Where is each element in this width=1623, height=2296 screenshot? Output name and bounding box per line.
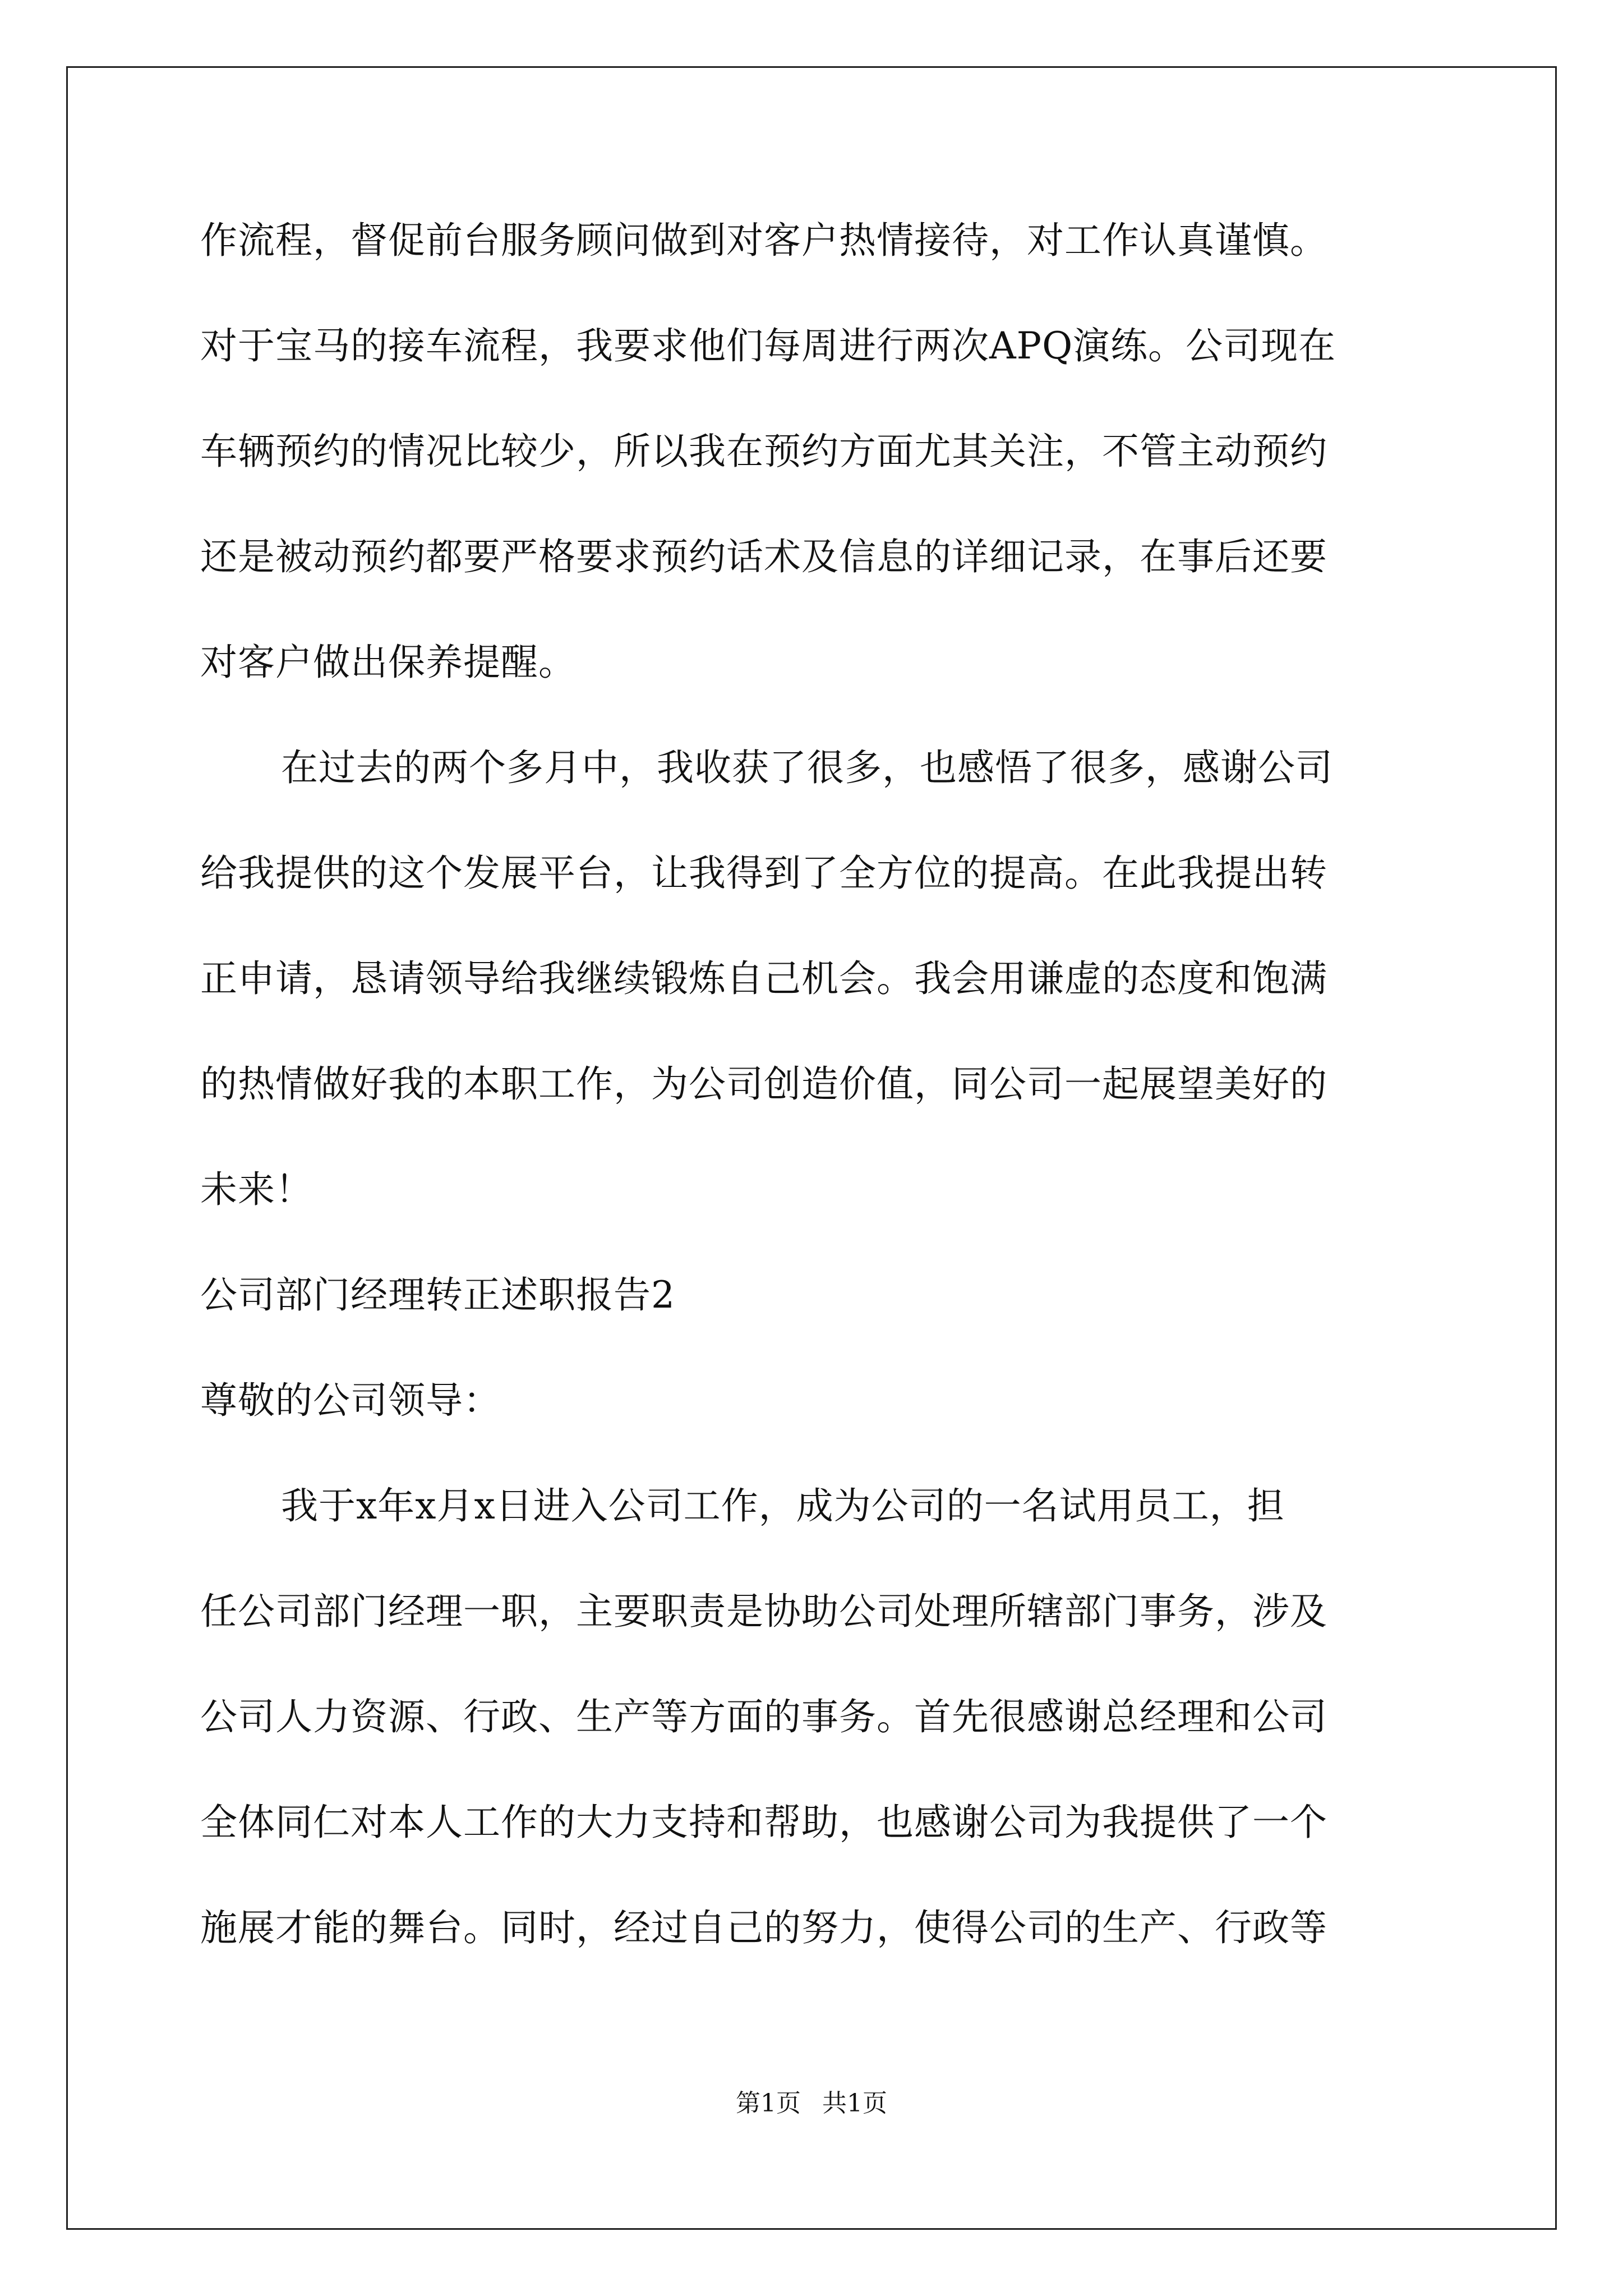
page-total: 共1页 <box>822 2089 887 2118</box>
text-line: 公司人力资源、行政、生产等方面的事务。首先很感谢总经理和公司 <box>200 1695 1327 1738</box>
salutation: 尊敬的公司领导： <box>200 1379 501 1422</box>
text-line: 车辆预约的情况比较少，所以我在预约方面尤其关注，不管主动预约 <box>200 430 1327 473</box>
paragraph-start-line: 在过去的两个多月中，我收获了很多，也感悟了很多，感谢公司 <box>281 746 1333 789</box>
page-number: 第1页 <box>736 2089 801 2118</box>
paragraph-start-line: 我于x年x月x日进入公司工作，成为公司的一名试用员工，担 <box>281 1484 1285 1527</box>
text-line: 正申请，恳请领导给我继续锻炼自己机会。我会用谦虚的态度和饱满 <box>200 957 1327 1000</box>
text-line: 施展才能的舞台。同时，经过自己的努力，使得公司的生产、行政等 <box>200 1906 1327 1949</box>
text-line: 未来！ <box>200 1168 313 1211</box>
text-line: 对于宝马的接车流程，我要求他们每周进行两次APQ演练。公司现在 <box>200 324 1336 367</box>
text-line: 给我提供的这个发展平台，让我得到了全方位的提高。在此我提出转 <box>200 852 1327 895</box>
document-body <box>200 188 1434 1981</box>
text-line: 的热情做好我的本职工作，为公司创造价值，同公司一起展望美好的 <box>200 1062 1327 1106</box>
report-title: 公司部门经理转正述职报告2 <box>200 1273 675 1317</box>
text-line: 对客户做出保养提醒。 <box>200 641 576 684</box>
page-footer <box>0 2087 1623 2120</box>
text-line: 作流程，督促前台服务顾问做到对客户热情接待，对工作认真谨慎。 <box>200 219 1327 262</box>
text-line: 还是被动预约都要严格要求预约话术及信息的详细记录，在事后还要 <box>200 535 1327 578</box>
text-line: 全体同仁对本人工作的大力支持和帮助，也感谢公司为我提供了一个 <box>200 1801 1327 1844</box>
text-line: 任公司部门经理一职，主要职责是协助公司处理所辖部门事务，涉及 <box>200 1590 1327 1633</box>
